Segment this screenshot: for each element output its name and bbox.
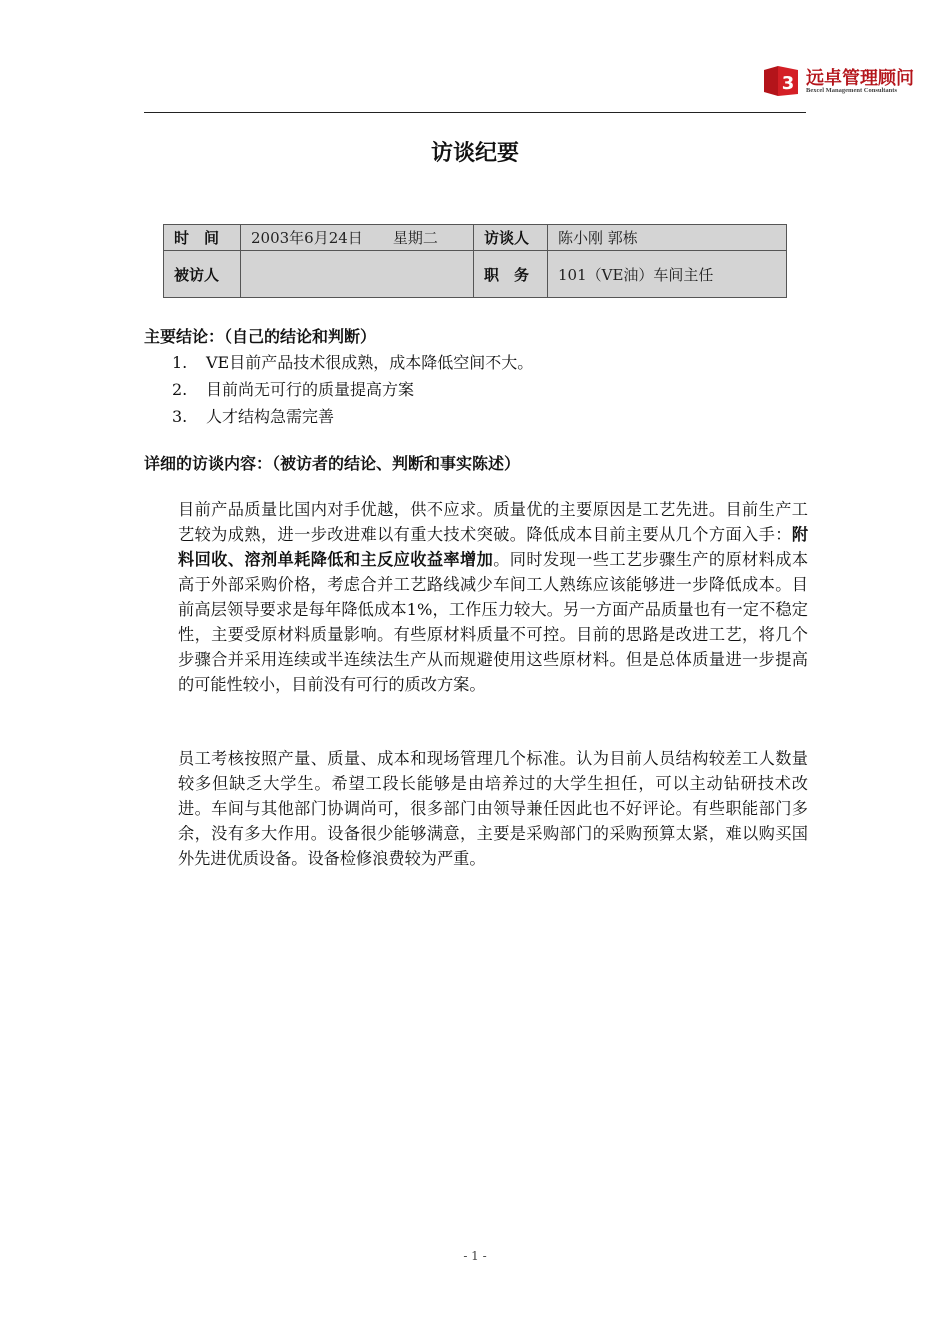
weekday-value: 星期二 [392, 229, 438, 247]
list-item: 3. 人才结构急需完善 [172, 407, 335, 426]
details-paragraph-1: 目前产品质量比国内对手优越，供不应求。质量优的主要原因是工艺先进。目前生产工艺较为成熟，进一步改进难以有重大技术突破。降低成本目前主要从几个方面入手：附料回收、溶剂单耗降低和主反应收益率增加。同时发现一些工艺步骤生产的原材料成本高于外部采购价格，考虑合并工艺路线减少车间工人熟练应该能够进一步降低成本。目前高层领导要求是每年降低成本1%，工作压力较大。另一方面产品质量也有一定不稳定性，主要受原材料质量影响。有些原材料质量不可控。目前的思路是改进工艺，将几个步骤合并采用连续或半连续法生产从而规避使用这些原材料。但是总体质量进一步提高的可能性较小，目前没有可行的质改方案。 [178, 500, 809, 694]
details-heading: 详细的访谈内容：（被访者的结论、判断和事实陈述） [144, 454, 521, 473]
list-item: 2. 目前尚无可行的质量提高方案 [172, 380, 415, 399]
page-number: - 1 - [463, 1249, 487, 1263]
interviewer-label: 访谈人 [474, 225, 548, 251]
interviewer-value: 陈小刚 郭栋 [548, 225, 787, 251]
position-label: 职 务 [474, 251, 548, 298]
interviewee-label: 被访人 [164, 251, 241, 298]
logo-name-en: Bexcel Management Consultants [806, 87, 897, 94]
conclusions-list [172, 349, 533, 430]
info-row-interviewee [164, 251, 787, 298]
details-paragraph-2: 员工考核按照产量、质量、成本和现场管理几个标准。认为目前人员结构较差工人数量较多但缺乏大学生。希望工段长能够是由培养过的大学生担任，可以主动钻研技术改进。车间与其他部门协调尚可，很多部门由领导兼任因此也不好评论。有些职能部门多余，没有多大作用。设备很少能够满意，主要是采购部门的采购预算太紧，难以购买国外先进优质设备。设备检修浪费较为严重。 [178, 749, 808, 868]
date-cell [241, 225, 474, 251]
highlighted-measures: 附料回收、溶剂单耗降低和主反应收益率增加 [178, 525, 808, 569]
date-value: 2003年6月24日 [251, 229, 363, 247]
list-item: 1. VE目前产品技术很成熟，成本降低空间不大。 [172, 353, 534, 372]
interviewee-value [241, 251, 474, 298]
time-label: 时 间 [164, 225, 241, 251]
logo-name-cn: 远卓管理顾问 [806, 68, 914, 89]
position-value: 101（VE油）车间主任 [548, 251, 787, 298]
header-rule [144, 112, 806, 113]
interview-info-table [163, 224, 787, 298]
logo-mark-icon [762, 64, 802, 98]
company-logo [762, 62, 934, 98]
page-title: 访谈纪要 [430, 141, 519, 166]
main-conclusions-heading: 主要结论：（自己的结论和判断） [144, 327, 377, 346]
info-row-time [164, 225, 787, 251]
svg-text:3: 3 [781, 73, 795, 94]
